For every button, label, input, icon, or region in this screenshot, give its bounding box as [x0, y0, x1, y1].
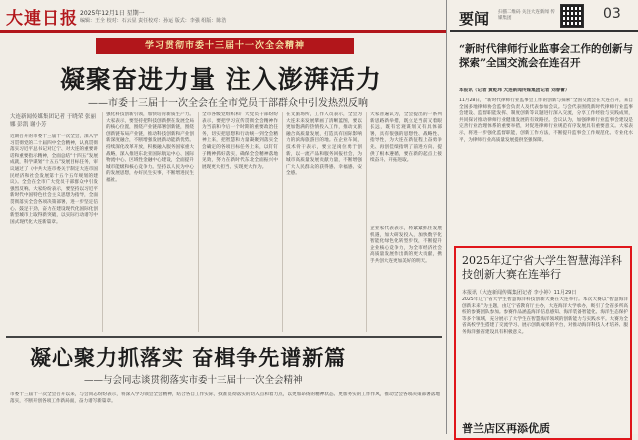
article-column-6: 企业家代表表示，将紧紧抓住发展机遇，加大研发投入，加快数字化智能化绿色化转型步伐，不断提升企业核心竞争力，为全市经济社会高质量发展作出新的更大贡献，携手共创大连更加美好的明天。: [370, 226, 442, 264]
newspaper-masthead: 大連日报: [6, 9, 78, 29]
column-divider: [102, 112, 103, 332]
main-subheadline: ——市委十三届十一次全会在全市党员干部群众中引发热烈反响: [88, 98, 368, 109]
issue-date: 2025年12月1日 星期一: [80, 10, 145, 17]
ocean-article-text: 2025年辽宁省大学生智慧海洋科技创新大赛在大连举行。本次大赛以“智慧海洋 创新未来”为主题，由辽宁省教育厅主办，大连海洋大学承办，吸引了全省多所高校的参赛团队参加。参赛作品涵盖海洋信息感知、海洋装备智能化、海洋生态保护等多个领域，充分展示了大学生在智慧海洋领域的创新能力与实践水平。大赛为全省高校学生搭建了交流学习、展示创新成果的平台，对推动海洋科技人才培养、服务海洋强省建设具有积极意义。: [462, 297, 628, 335]
main-headline: 凝聚奋进力量 注入澎湃活力: [60, 65, 382, 94]
right-header-rule: [450, 30, 638, 32]
lawyer-article-text: 11月28日，“新时代律师行业监事会工作的创新与探索”全国交流会在大连召开，来自全国多地律师协会监事会负责人及代表参加会议。与会代表围绕新时代律师行业监事会建设、监督职能发挥、制度创新等议题进行深入交流，分享工作经验与实践成果，共同探讨推动律师行业健康发展的有效路径。会议认为，加强律师行业监事会建设是完善行业治理体系的重要举措，对促进律师行业规范有序发展具有重要意义。大家表示，将进一步强化监督职能，创新工作方法，不断提升监事会工作规范化、专业化水平，为律师行业高质量发展提供坚强保障。: [459, 98, 633, 143]
second-article-text: 市委十三届十一次全会召开以来，与会同志纷纷表示，将深入学习领会全会精神，结合各自工作实际，找准贯彻落实的切入点和着力点，以更加昂扬的精神状态、更加务实的工作作风，推动全会各项决策部署落地落实，不断开创各项工作新局面，奋力谱写新篇章。: [10, 392, 440, 404]
second-subheadline: ——与会同志谈贯彻落实市委十三届十一次全会精神: [84, 375, 303, 386]
qr-code-icon: [560, 4, 584, 28]
header-red-rule: [0, 30, 446, 33]
lawyer-conference-headline: “新时代律师行业监事会工作的创新与探索”全国交流会在连召开: [459, 43, 634, 69]
lawyer-article-byline: 本报讯（记者 黄乾玮 大连新闻传媒集团记者 刘春蕾）: [459, 88, 570, 93]
column-divider: [366, 112, 367, 332]
column-divider: [198, 112, 199, 332]
page-number: 03: [603, 6, 621, 22]
article-column-3: 全市各级党组织和广大党员干部纷纷表示，要把学习宣传贯彻全会精神作为当前和今后一个时期的重要政治任务，切实把思想和行动统一到全会精神上来，把智慧和力量凝聚到落实全会确定的各项目标任务上来，以钉钉子精神抓好落实，确保全会精神落地见效，努力在新时代东北全面振兴中展现更大担当、实现更大作为。: [202, 112, 278, 170]
article-column-1: 近期召开的市委十三届十一次全会，深入学习贯彻党的二十届四中全会精神，认真贯彻落实习近平总书记对辽宁、对大连的重要讲话和重要指示精神，全面总结“十四五”发展成就，科学谋划“十五五”发展目标任务，审议通过了《中共大连市委关于制定大连市国民经济和社会发展第十五个五年规划的建议》。全会在全市广大党员干部群众中引发强烈反响。大家纷纷表示，要坚持以习近平新时代中国特色社会主义思想为指导，全面贯彻落实全会各项决策部署，进一步坚定信心、鼓足干劲，奋力在建设现代化国际化创新型城市上取得新突破，以实际行动谱写中国式现代化大连新篇章。: [10, 134, 98, 225]
section-divider: [6, 336, 442, 338]
ocean-article-byline: 本报讯（大连新闻传媒集团记者 李小婷）11月29日: [462, 290, 577, 296]
editor-credits: 编辑：王全 校对：石云显 责任校对：孙运 版式：李强 组版：陈浩: [80, 18, 227, 24]
qr-caption: 扫描二维码 关注大连新闻 传媒集团: [498, 10, 555, 21]
next-article-headline: 普兰店区再添优质: [462, 422, 550, 435]
article-column-4: 在文旅场所，工作人员表示，全会为大连未来发展擘画了清晰蓝图，要以更加饱满的热情投入工作，推动文旅融合高质量发展，打造具有国际影响力的滨海旅游目的地。在企业车间，技术骨干表示，要立足岗位勇于创新，以一流产品和服务回报社会，为城市高质量发展贡献力量，不断增强广大人民群众的获得感、幸福感、安全感。: [286, 112, 362, 177]
second-headline: 凝心聚力抓落实 奋楫争先谱新篇: [30, 345, 347, 370]
page-gutter: [446, 0, 447, 434]
column-divider: [282, 112, 283, 332]
article-column-2: 强化科技创新引领，加快培育新质生产力。大家表示，要坚持把科技创新摆在发展全局的核心位置，围绕产业链部署创新链，围绕创新链布局产业链，推动科技创新和产业创新深度融合，不断增强发展新动能新优势。持续深化改革开放，积极融入服务国家重大战略，深入推进东北亚国际航运中心、国际物流中心、区域性金融中心建设，全面提升城市能级和核心竞争力。坚持以人民为中心的发展思想，办好民生实事，不断增进民生福祉。: [106, 112, 194, 183]
article-byline: 大连新闻传媒集团记者 于晓荣 张丽娜 彭凯 谢小芳: [10, 114, 96, 128]
article-column-5: 大家普遍认为，全会提出的一系列新思路新举措，既立足当前又着眼长远，既有宏观谋划又有具体部署，具有很强的思想性、战略性、指导性，为大连在新征程上奋勇争先、再创佳绩指明了前进方向、提供了根本遵循，要在新的起点上接续奋斗、开拓进取。: [370, 112, 442, 164]
topic-banner: 学习贯彻市委十三届十一次全会精神: [96, 38, 354, 54]
ocean-contest-headline: 2025年辽宁省大学生智慧海洋科技创新大赛在连举行: [462, 254, 622, 281]
section-title: 要闻: [459, 10, 490, 28]
